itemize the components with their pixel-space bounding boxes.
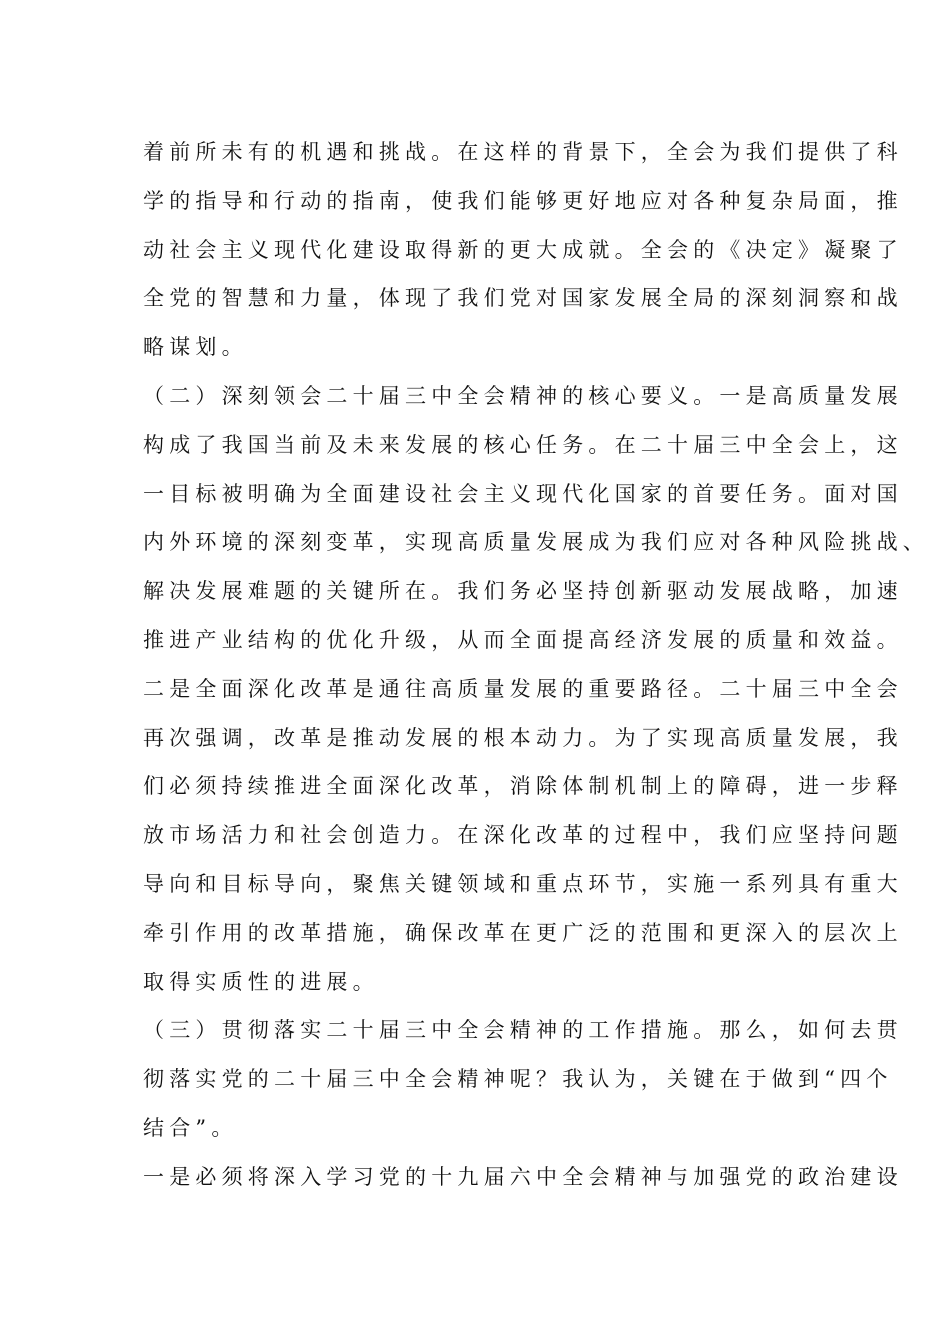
text-line: 取得实质性的进展。 — [143, 969, 379, 994]
text-line: 内外环境的深刻变革，实现高质量发展成为我们应对各种风险挑战、 — [143, 530, 929, 555]
text-line: 学的指导和行动的指南，使我们能够更好地应对各种复杂局面，推 — [143, 188, 903, 213]
text-line: 导向和目标导向，聚焦关键领域和重点环节，实施一系列具有重大 — [143, 871, 903, 896]
section-heading-line: （二）深刻领会二十届三中全会精神的核心要义。一是高质量发展 — [143, 383, 903, 408]
text-line: 牵引作用的改革措施，确保改革在更广泛的范围和更深入的层次上 — [143, 920, 903, 945]
text-line: 推进产业结构的优化升级，从而全面提高经济发展的质量和效益。 — [143, 627, 903, 652]
text-line: 全党的智慧和力量，体现了我们党对国家发展全局的深刻洞察和战 — [143, 286, 903, 311]
text-line: 着前所未有的机遇和挑战。在这样的背景下，全会为我们提供了科 — [143, 140, 903, 164]
document-body — [143, 128, 929, 1202]
text-line: 构成了我国当前及未来发展的核心任务。在二十届三中全会上，这 — [143, 432, 903, 457]
text-line: 彻落实党的二十届三中全会精神呢？我认为，关键在于做到“四个 — [143, 1067, 893, 1092]
text-line: 略谋划。 — [143, 335, 248, 360]
text-line: 解决发展难题的关键所在。我们务必坚持创新驱动发展战略，加速 — [143, 579, 903, 604]
text-line: 结合”。 — [143, 1115, 238, 1140]
text-line: 一是必须将深入学习党的十九届六中全会精神与加强党的政治建设 — [143, 1164, 903, 1189]
section-heading-line: （三）贯彻落实二十届三中全会精神的工作措施。那么，如何去贯 — [143, 1018, 903, 1043]
text-line: 一目标被明确为全面建设社会主义现代化国家的首要任务。面对国 — [143, 481, 903, 506]
text-line: 二是全面深化改革是通往高质量发展的重要路径。二十届三中全会 — [143, 676, 903, 701]
text-line: 们必须持续推进全面深化改革，消除体制机制上的障碍，进一步释 — [143, 774, 903, 799]
text-line: 放市场活力和社会创造力。在深化改革的过程中，我们应坚持问题 — [143, 823, 903, 848]
text-line: 动社会主义现代化建设取得新的更大成就。全会的《决定》凝聚了 — [143, 237, 903, 262]
text-line: 再次强调，改革是推动发展的根本动力。为了实现高质量发展，我 — [143, 725, 903, 750]
